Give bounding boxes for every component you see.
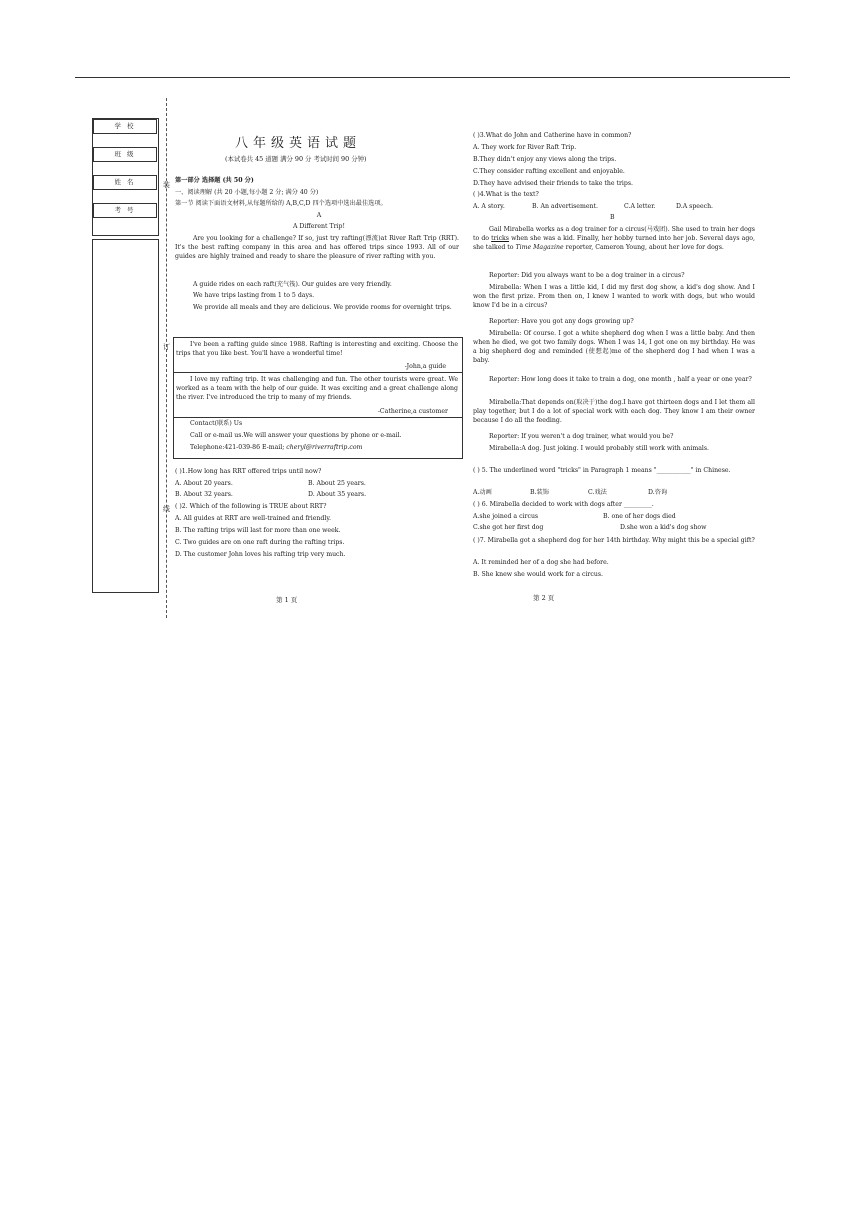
question-1: ( )1.How long has RRT offered trips until now? [175, 468, 322, 475]
passage-b-para1 [473, 225, 755, 252]
page-number-2: 第 2 页 [533, 594, 555, 602]
passage-a-letter: A [316, 212, 322, 219]
magazine-name: Time Magazine [515, 244, 564, 251]
q3-option-a: A. They work for River Raft Trip. [473, 144, 577, 151]
q6-option-b: B. one of her dogs died [603, 513, 676, 520]
q1-option-d: D. About 35 years. [308, 491, 367, 498]
q2-option-c: C. Two guides are on one raft during the rafting trips. [175, 539, 345, 546]
part-heading: 第一部分 选择题 (共 50 分) [175, 177, 254, 184]
mirabella-a3: Mirabella:That depends on(取决于)the dog.I have got thirteen dogs and I let them all play together, but I do a lot of special work with each dog. They know I am their owner because I do all the feeding. [473, 399, 755, 424]
top-rule [75, 77, 790, 78]
reporter-q1: Reporter: Did you always want to be a dog trainer in a circus? [489, 272, 685, 279]
page-subtitle: (本试卷共 45 道题 满分 90 分 考试时间 90 分钟) [225, 155, 367, 163]
q1-option-c: B. About 32 years. [175, 491, 233, 498]
question-2: ( )2. Which of the following is TRUE about RRT? [175, 503, 327, 510]
para1-mid: when she was a kid. Finally, her hobby turned into her job. Several days ago, she talked to [473, 235, 755, 251]
page-number-1: 第 1 页 [276, 596, 298, 604]
passage-a-para1: Are you looking for a challenge? If so, just try rafting(漂流)at River Raft Trip (RRT). It's the best rafting company in this area and has offered trips since 1993. All of our guides are highly trained and ready to share the pleasure of river rafting with you. [175, 235, 459, 260]
passage-a-para3: We have trips lasting from 1 to 5 days. [193, 292, 315, 299]
question-7: ( )7. Mirabella got a shepherd dog for her 14th birthday. Why might this be a special gift? [473, 537, 755, 544]
class-field: 班 级 [93, 147, 157, 162]
q4-option-c: C.A letter. [624, 203, 656, 210]
reporter-q2: Reporter: Have you got any dogs growing up? [489, 318, 634, 325]
mirabella-a1: Mirabella: When I was a little kid, I did my first dog show, a kid's dog show. And I won the first prize. From then on, I knew I wanted to work with dogs, but who would know I'd be in a circus? [473, 284, 755, 309]
mirabella-a2: Mirabella: Of course. I got a white shepherd dog when I was a little baby. And then when he died, we got two family dogs. When I was 14, I got one on my birthday. He was a big shepherd dog and reminded (使想起)me of the shepherd dog I had when I was a baby. [473, 330, 755, 364]
bind-mark-1: 装 [163, 181, 170, 189]
bind-mark-2: 订 [163, 343, 170, 351]
q3-option-c: C.They consider rafting excellent and enjoyable. [473, 168, 625, 175]
q6-option-c: C.she got her first dog [473, 524, 544, 531]
q6-option-d: D.she won a kid's dog show [620, 524, 707, 531]
q2-option-d: D. The customer John loves his rafting trip very much. [175, 551, 346, 558]
contact-email: cheryl@riverraftrip.com [286, 444, 363, 451]
q2-option-a: A. All guides at RRT are well-trained and friendly. [175, 515, 331, 522]
question-6: ( ) 6. Mirabella decided to work with dogs after _________. [473, 501, 654, 508]
quote-john-author: -John,a guide [404, 363, 446, 370]
q6-option-a: A.she joined a circus [473, 513, 539, 520]
bind-mark-3: 线 [163, 505, 170, 513]
name-field: 姓 名 [93, 175, 157, 190]
reporter-q3: Reporter: How long does it take to train a dog, one month , half a year or one year? [489, 376, 752, 383]
section-heading: 一、阅读理解 (共 20 小题,每小题 2 分; 满分 40 分) [175, 189, 319, 196]
q3-option-d: D.They have advised their friends to take the trips. [473, 180, 634, 187]
q4-option-b: B. An advertisement. [532, 203, 598, 210]
contact-phone [190, 444, 362, 452]
q7-option-b: B. She knew she would work for a circus. [473, 571, 603, 578]
para1-end: reporter, Cameron Young, about her love for dogs. [563, 244, 724, 251]
contact-text: Call or e-mail us.We will answer your questions by phone or e-mail. [190, 432, 402, 439]
sidebar-info-frame [92, 118, 159, 236]
sidebar-score-box [92, 239, 159, 593]
q2-option-b: B. The rafting trips will last for more than one week. [175, 527, 341, 534]
school-field: 学 校 [93, 119, 157, 134]
mirabella-a4: Mirabella:A dog. Just joking. I would probably still work with animals. [489, 445, 710, 452]
quote-john: I've been a rafting guide since 1988. Rafting is interesting and exciting. Choose the trips that you like best. You'll have a wonderful time! [176, 341, 458, 357]
box-divider-1 [173, 372, 462, 373]
para1-start: Gail Mirabella works as a dog trainer for a circus(马戏团). She used to train her dogs to do [473, 226, 755, 242]
contact-phone-label: Telephone:421-039-86 E-mail; [190, 444, 287, 451]
passage-a-para4: We provide all meals and they are delicious. We provide rooms for overnight trips. [193, 304, 452, 311]
q5-option-a: A.动画 [473, 489, 492, 496]
quote-catherine: I love my rafting trip. It was challenging and fun. The other tourists were great. We worked as a team with the help of our guide. It was exciting and a great challenge along the river. I've introduced the trip to many of my friends. [176, 376, 458, 401]
question-4: ( )4.What is the text? [473, 191, 539, 198]
q4-option-d: D.A speech. [676, 203, 714, 210]
box-divider-2 [173, 417, 462, 418]
q1-option-b: B. About 25 years. [308, 480, 366, 487]
question-3: ( )3.What do John and Catherine have in common? [473, 132, 632, 139]
exam-number-field: 考 号 [93, 203, 157, 218]
q1-option-a: A. About 20 years. [175, 480, 233, 487]
page-title: 八年级英语试题 [235, 136, 362, 151]
q5-option-c: C.戏法 [588, 489, 607, 496]
question-5: ( ) 5. The underlined word "tricks" in Paragraph 1 means "___________" in Chinese. [473, 467, 731, 474]
reporter-q4: Reporter: If you weren't a dog trainer, what would you be? [489, 433, 674, 440]
passage-a-title: A Different Trip! [292, 223, 345, 230]
passage-a-para2: A guide rides on each raft(充气筏). Our guides are very friendly. [193, 281, 392, 288]
contact-title: Contact(联系) Us [190, 420, 243, 427]
q3-option-b: B.They didn't enjoy any views along the trips. [473, 156, 617, 163]
quote-catherine-author: -Catherine,a customer [377, 408, 448, 415]
binding-line [166, 98, 167, 618]
underlined-tricks: tricks [491, 235, 509, 242]
q4-option-a: A. A story. [473, 203, 505, 210]
q7-option-a: A. It reminded her of a dog she had before. [473, 559, 609, 566]
q5-option-b: B.装饰 [530, 489, 549, 496]
instruction: 第一节 阅读下面语文材料,从每题所给的 A,B,C,D 四个选项中选出最佳选项。 [175, 200, 387, 207]
q5-option-d: D.咨询 [648, 489, 668, 496]
passage-b-letter: B [610, 214, 615, 221]
